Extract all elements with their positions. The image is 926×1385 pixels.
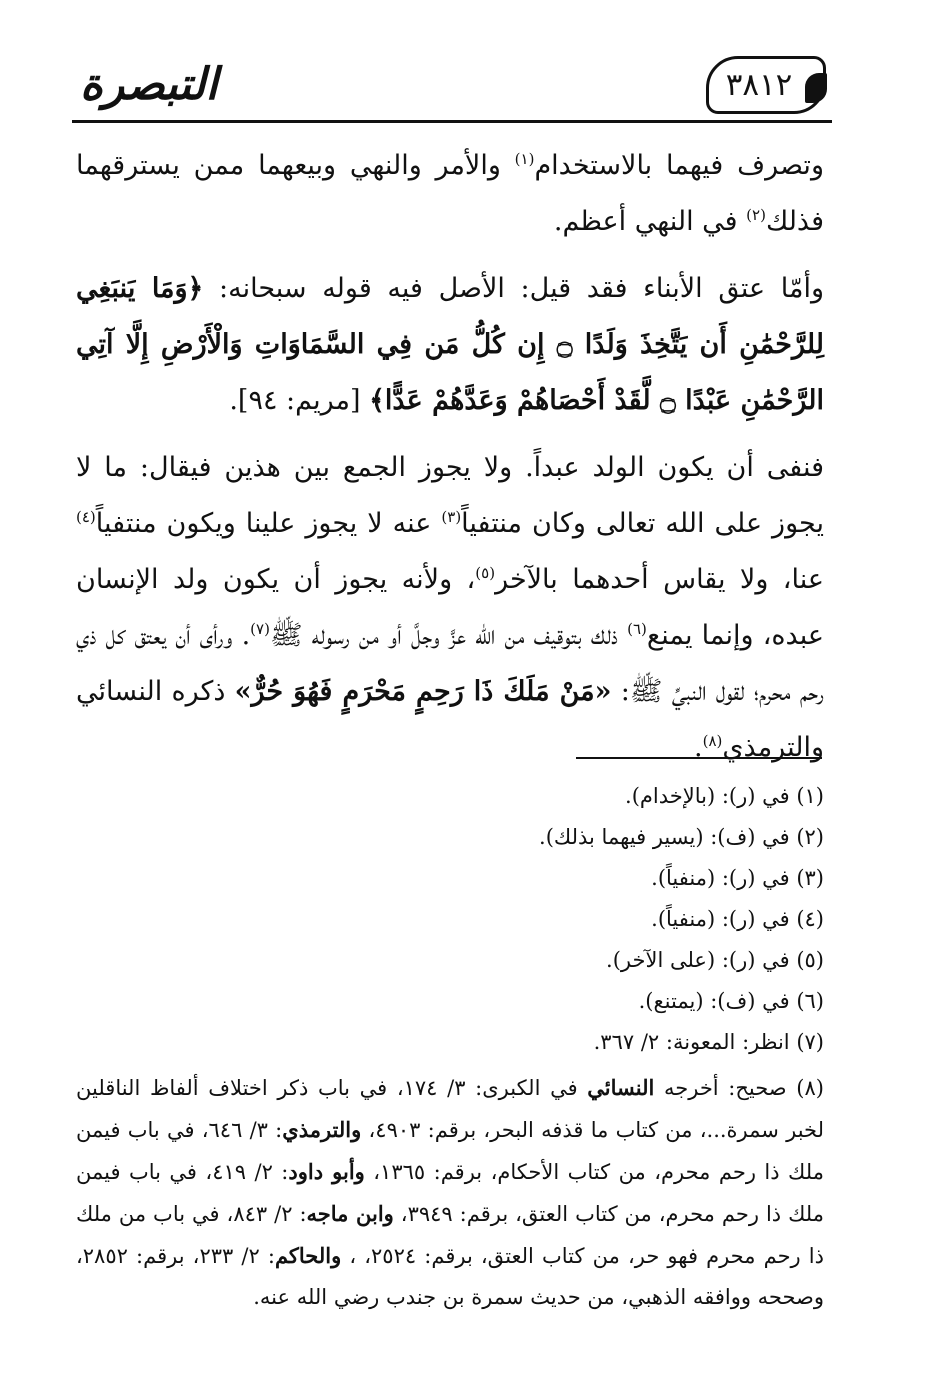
text-run: في الكبرى: ٣/ ١٧٤، في باب ذكر اختلاف ألفاظ الناقلين لخبر سمرة...، من كتاب ما قذفه البحر، برقم: ٤٩٠٣، xyxy=(76,1076,824,1142)
text-run: ذكره النسائي والترمذي xyxy=(76,676,824,763)
text-run: . xyxy=(694,732,703,763)
text-run: عنا، ولا يقاس أحدهما بالآخر xyxy=(495,564,825,595)
footnote-ref-1: (١) xyxy=(514,150,535,168)
footnote-7: (٧) انظر: المعونة: ٢/ ٣٦٧. xyxy=(593,1030,824,1054)
hadith-quote: «مَنْ مَلَكَ ذَا رَحِمٍ مَحْرَمٍ فَهُوَ حُرٌّ» xyxy=(234,676,612,707)
text-run: عنه لا يجوز علينا ويكون منتفياً xyxy=(95,508,442,539)
quran-verse: ﴿وَمَا يَنبَغِي لِلرَّحْمَٰنِ أَن يَتَّخِذَ وَلَدًا ۝ إِن كُلُّ مَن فِي السَّمَاوَاتِ وَالْأَرْضِ إِلَّا آتِي الرَّحْمَٰنِ عَبْدًا ۝ لَّقَدْ أَحْصَاهُمْ وَعَدَّهُمْ عَدًّا﴾ xyxy=(76,273,824,416)
running-header xyxy=(72,54,832,124)
footnote-ref-7: (٧) xyxy=(250,620,270,638)
footnotes xyxy=(76,776,824,1318)
footnote-ref-2: (٢) xyxy=(746,206,766,224)
text-run: ذلك بتوقيف من الله عزَّ وجلَّ أو من رسوله ﷺ xyxy=(269,620,628,651)
footnote-2: (٢) في (ف): (يسير فيهما بذلك). xyxy=(539,825,824,849)
verse-reference: [مريم: ٩٤]. xyxy=(229,385,370,416)
source-name: والحاكم xyxy=(274,1243,342,1268)
footnote-separator xyxy=(576,757,822,759)
footnote-6: (٦) في (ف): (يمتنع). xyxy=(638,989,824,1013)
header-rule xyxy=(72,120,832,123)
book-title: التبصرة xyxy=(80,59,218,110)
footnote-ref-5: (٥) xyxy=(475,564,496,582)
text-run: وتصرف فيهما بالاستخدام xyxy=(534,150,824,181)
text-run: . ورأى أن يعتق كل ذي رحم محرم؛ لقول النبيِّ ﷺ: xyxy=(76,620,824,707)
text-run: : ٢/ ٨٤٣، في باب من ملك ذا رحم محرم فهو حر، من كتاب العتق، برقم: ٢٥٢٤، ، xyxy=(76,1202,824,1268)
source-name: وأبو داود xyxy=(288,1159,365,1184)
paragraph-3 xyxy=(76,440,824,776)
text-run: وأمّا عتق الأبناء فقد قيل: الأصل فيه قوله سبحانه: xyxy=(203,273,824,304)
paragraph-2 xyxy=(76,261,824,429)
footnote-5: (٥) في (ر): (على الآخر). xyxy=(606,948,824,972)
main-text xyxy=(76,138,824,776)
footnote-ref-4: (٤) xyxy=(76,508,96,526)
text-run: فنفى أن يكون الولد عبداً. ولا يجوز الجمع بين هذين فيقال: ما لا يجوز على الله تعالى وكان منتفياً xyxy=(76,452,824,539)
source-name: النسائي xyxy=(587,1075,655,1100)
text-run: : ٢/ ٢٣٣، برقم: ٢٨٥٢، وصححه ووافقه الذهبي، من حديث سمرة بن جندب رضي الله عنه. xyxy=(76,1244,824,1309)
text-run: : ٢/ ٤١٩، في باب فيمن ملك ذا رحم محرم، من كتاب العتق، برقم: ٣٩٤٩، xyxy=(76,1160,824,1226)
paragraph-1 xyxy=(76,138,824,250)
page-number: ٣٨١٢ xyxy=(725,67,793,103)
footnote-4: (٤) في (ر): (منفياً). xyxy=(651,907,824,931)
source-name: والترمذي xyxy=(282,1117,362,1142)
text-run: ، ولأنه يجوز أن يكون ولد الإنسان عبده، وإنما يمنع xyxy=(76,564,824,651)
text-run: في النهي أعظم. xyxy=(553,206,747,237)
footnote-3: (٣) في (ر): (منفياً). xyxy=(651,866,824,890)
text-run: : ٣/ ٦٤٦، في باب فيمن ملك ذا رحم محرم، من كتاب الأحكام، برقم: ١٣٦٥، xyxy=(76,1118,824,1184)
footnote-ref-6: (٦) xyxy=(627,620,647,638)
footnote-8 xyxy=(76,1067,824,1318)
footnote-ref-8: (٨) xyxy=(702,732,723,750)
source-name: وابن ماجه xyxy=(306,1201,394,1226)
footnote-ref-3: (٣) xyxy=(441,508,462,526)
text-run: والأمر والنهي وبيعهما ممن يسترقهما فذلك xyxy=(76,150,824,237)
text-run: (٨) صحيح: أخرجه xyxy=(654,1076,824,1100)
footnote-1: (١) في (ر): (بالإخدام). xyxy=(625,784,824,808)
page-number-badge xyxy=(706,56,826,114)
